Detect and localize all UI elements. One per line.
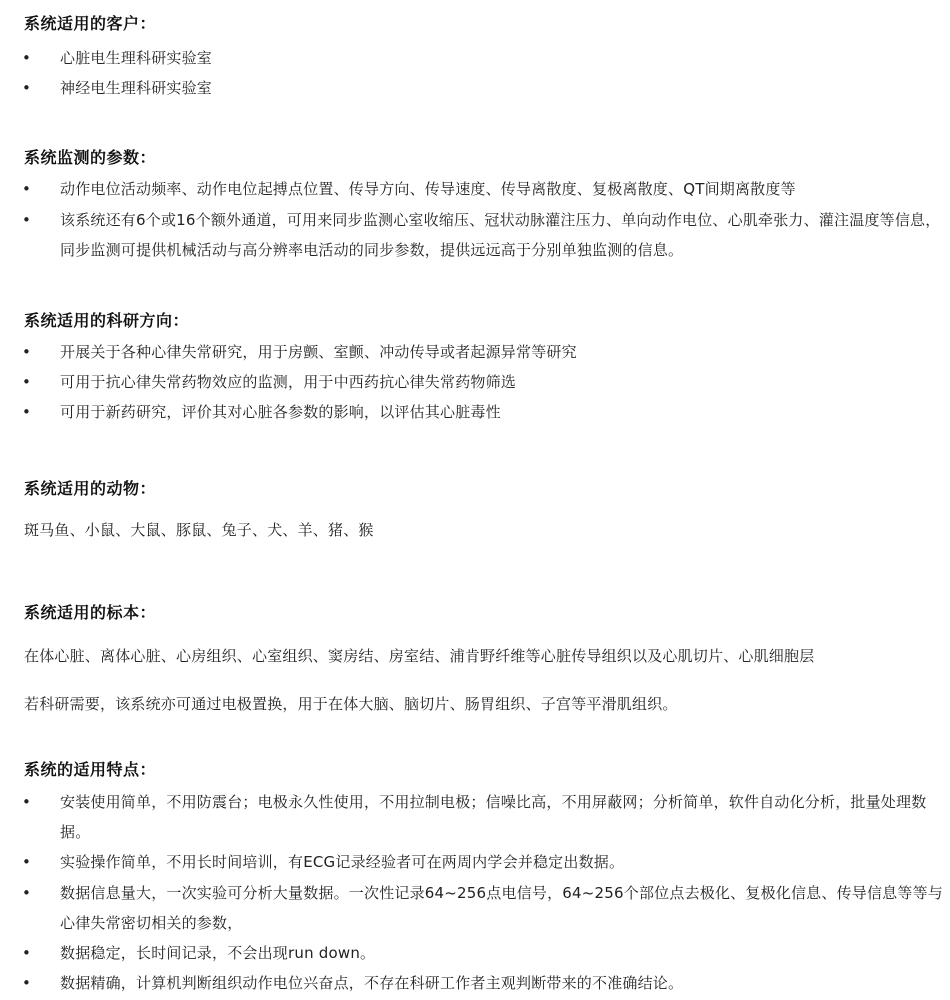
section-heading-features: 系统的适用特点：: [24, 760, 157, 779]
bullet-icon: •: [22, 974, 31, 992]
list-item-text: 数据精确，计算机判断组织动作电位兴奋点，不存在科研工作者主观判断带来的不准确结论。: [60, 974, 684, 992]
list-item-text: 动作电位活动频率、动作电位起搏点位置、传导方向、传导速度、传导离散度、复极离散度、QT间期离散度等: [60, 180, 796, 198]
list-item-text: 数据信息量大，一次实验可分析大量数据。一次性记录64~256点电信号，64~256个部位点去极化、复极化信息、传导信息等等与心律失常密切相关的参数，: [60, 884, 943, 932]
animals-text: 斑马鱼、小鼠、大鼠、豚鼠、兔子、犬、羊、猪、猴: [24, 521, 374, 539]
section-heading-specimens: 系统适用的标本：: [24, 603, 157, 622]
specimens-text: 在体心脏、离体心脏、心房组织、心室组织、窦房结、房室结、浦肯野纤维等心脏传导组织以及心肌切片、心肌细胞层: [24, 647, 815, 665]
bullet-icon: •: [22, 180, 31, 198]
bullet-icon: •: [22, 944, 31, 962]
section-heading-customers: 系统适用的客户：: [24, 14, 157, 33]
list-item-text: 心脏电生理科研实验室: [60, 49, 213, 67]
list-item-text: 数据稳定，长时间记录，不会出现run down。: [60, 944, 376, 962]
bullet-icon: •: [22, 79, 31, 97]
list-item-text: 神经电生理科研实验室: [60, 79, 213, 97]
bullet-icon: •: [22, 211, 31, 229]
list-item-text: 安装使用简单，不用防震台；电极永久性使用，不用拉制电极；信噪比高，不用屏蔽网；分析简单，软件自动化分析，批量处理数据。: [60, 793, 927, 841]
bullet-icon: •: [22, 49, 31, 67]
bullet-icon: •: [22, 853, 31, 871]
list-item-text: 可用于新药研究，评价其对心脏各参数的影响，以评估其心脏毒性: [60, 403, 501, 421]
bullet-icon: •: [22, 403, 31, 421]
list-item-text: 可用于抗心律失常药物效应的监测，用于中西药抗心律失常药物筛选: [60, 373, 517, 391]
list-item-text: 开展关于各种心律失常研究，用于房颤、室颤、冲动传导或者起源异常等研究: [60, 343, 577, 361]
section-heading-research: 系统适用的科研方向：: [24, 311, 190, 330]
bullet-icon: •: [22, 373, 31, 391]
section-heading-parameters: 系统监测的参数：: [24, 148, 157, 167]
bullet-icon: •: [22, 884, 31, 902]
list-item-text: 该系统还有6个或16个额外通道，可用来同步监测心室收缩压、冠状动脉灌注压力、单向动作电位、心肌牵张力、灌注温度等信息，同步监测可提供机械活动与高分辨率电活动的同步参数，提供远远高于分别单独监测的信息。: [60, 211, 941, 259]
section-heading-animals: 系统适用的动物：: [24, 479, 157, 498]
bullet-icon: •: [22, 343, 31, 361]
specimens-extra-text: 若科研需要，该系统亦可通过电极置换，用于在体大脑、脑切片、肠胃组织、子宫等平滑肌组织。: [24, 695, 678, 713]
bullet-icon: •: [22, 793, 31, 811]
list-item-text: 实验操作简单，不用长时间培训，有ECG记录经验者可在两周内学会并稳定出数据。: [60, 853, 625, 871]
